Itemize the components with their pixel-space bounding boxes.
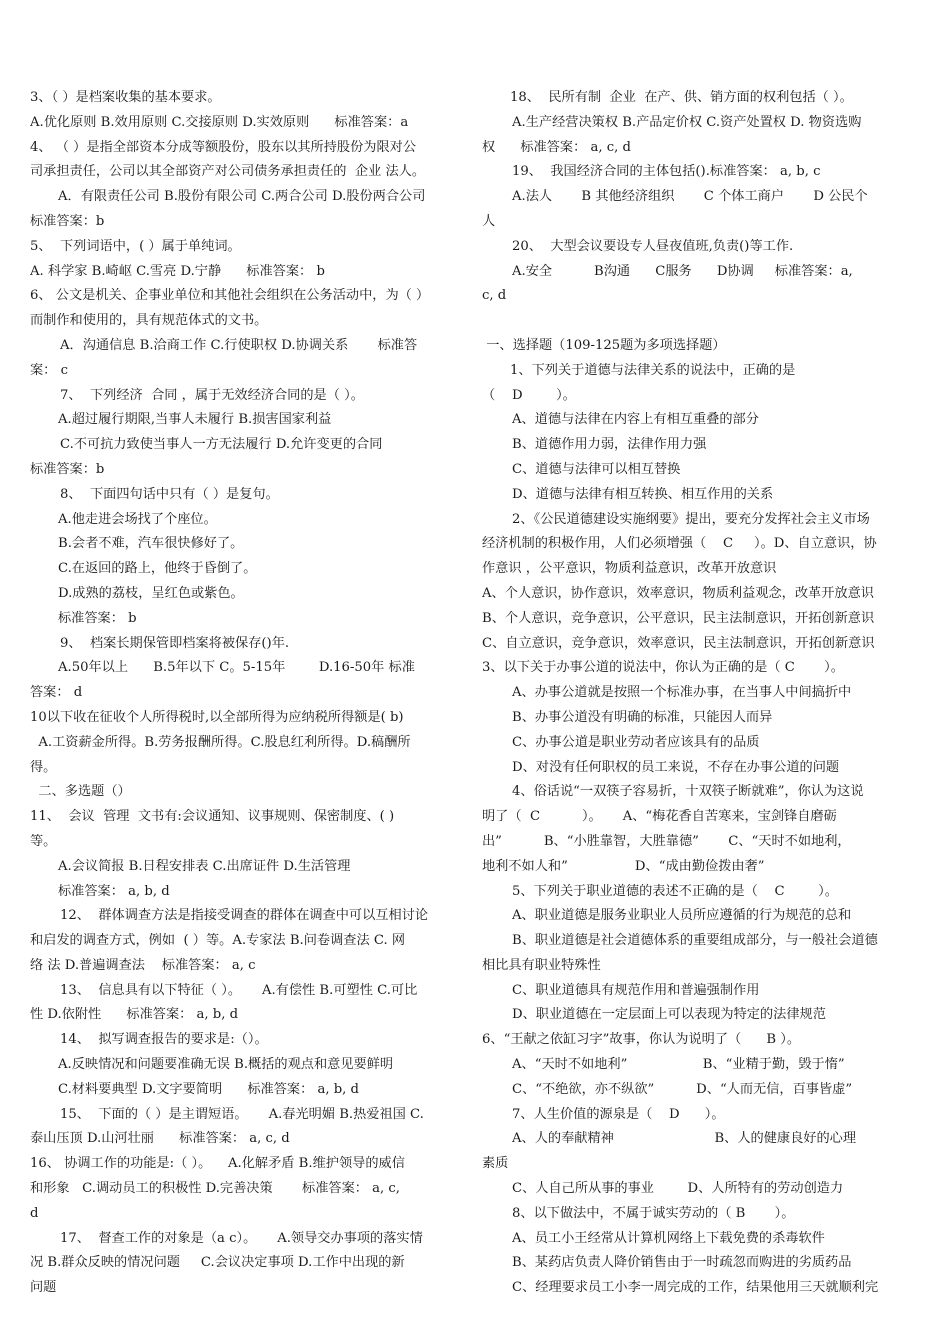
left-text-line: A.50年以上 B.5年以下 C。5-15年 D.16-50年 标准 <box>58 660 415 676</box>
left-text-line: 二、多选题（） <box>30 784 131 800</box>
right-text-line: 8、以下做法中，不属于诚实劳动的（ B ）。 <box>512 1205 795 1221</box>
right-text-line: 地利不如人和” D、“成由勤俭拨由奢” <box>482 858 765 874</box>
left-text-line: 13、 信息具有以下特征（ ）。 A.有偿性 B.可塑性 C.可比 <box>60 982 418 998</box>
left-text-line: C.在返回的路上，他终于昏倒了。 <box>58 561 257 577</box>
right-text-line: 出” B、“小胜靠智，大胜靠德” C、“天时不如地利， <box>482 833 851 849</box>
right-text-line: B、职业道德是社会道德体系的重要组成部分，与一般社会道德 <box>512 933 878 949</box>
right-column <box>482 86 907 1301</box>
left-text-line: 司承担责任，公司以其全部资产对公司债务承担责任的 企业 法人。 <box>30 164 426 180</box>
left-text-line: 问题 <box>30 1280 57 1296</box>
right-text-line: 经济机制的积极作用，人们必须增强（ C ）。D、自立意识，协 <box>482 536 877 552</box>
left-text-line: 标准答案：b <box>30 213 105 229</box>
right-text-line: C、经理要求员工小李一周完成的工作，结果他用三天就顺利完 <box>512 1280 879 1296</box>
left-text-line: A．有限责任公司 B.股份有限公司 C.两合公司 D.股份两合公司 <box>58 189 426 205</box>
left-text-line: 11、 会议 管理 文书有:会议通知、议事规则、保密制度、( ) <box>30 809 395 825</box>
right-text-line: A、道德与法律在内容上有相互重叠的部分 <box>512 412 759 428</box>
left-text-line: 况 B.群众反映的情况问题 C.会议决定事项 D.工作中出现的新 <box>30 1255 405 1271</box>
left-text-line: B.会者不难，汽车很快修好了。 <box>58 536 244 552</box>
right-text-line: A、办事公道就是按照一个标准办事，在当事人中间搞折中 <box>512 685 852 701</box>
left-text-line: 5、 下列词语中，( ）属于单纯词。 <box>30 238 241 254</box>
left-text-line: 6、 公文是机关、企事业单位和其他社会组织在公务活动中，为（ ） <box>30 288 430 304</box>
left-text-line: 和启发的调查方式，例如 ( ）等。A.专家法 B.问卷调查法 C. 网 <box>30 933 406 949</box>
right-text-line: C、职业道德具有规范作用和普遍强制作用 <box>512 982 760 998</box>
right-text-line: D、道德与法律有相互转换、相互作用的关系 <box>512 486 774 502</box>
right-text-line: C、道德与法律可以相互替换 <box>512 461 681 477</box>
right-text-line: 18、 民所有制 企业 在产、供、销方面的权利包括（ ）。 <box>510 90 853 105</box>
left-text-line: d <box>30 1205 39 1221</box>
left-text-line: 16、 协调工作的功能是:（ ）。 A.化解矛盾 B.维护领导的威信 <box>30 1156 405 1172</box>
right-text-line: 明了（ C ）。 A、“梅花香自苦寒来，宝剑锋自磨砺 <box>482 809 837 825</box>
right-text-line: A.生产经营决策权 B.产品定价权 C.资产处置权 D. 物资选购 <box>512 114 862 130</box>
left-text-line: A.工资薪金所得。B.劳务报酬所得。C.股息红利所得。D.稿酬所 <box>30 734 411 750</box>
right-text-line: D、对没有任何职权的员工来说，不存在办事公道的问题 <box>512 759 840 775</box>
left-text-line: A．沟通信息 B.洽商工作 C.行使职权 D.协调关系 标准答 <box>60 337 418 353</box>
left-text-line: 案： c <box>30 362 68 378</box>
left-text-line: 络 法 D.普遍调查法 标准答案： a, c <box>30 957 256 973</box>
right-text-line: A、人的奉献精神 B、人的健康良好的心理 <box>512 1131 857 1147</box>
right-text-line: 1、下列关于道德与法律关系的说法中，正确的是 <box>510 362 796 378</box>
right-text-line: 作意识 ，公平意识，物质利益意识，改革开放意识 <box>482 561 777 577</box>
left-text-line: 标准答案： a, b, d <box>58 883 170 899</box>
right-text-line: A、“天时不如地利” B、“业精于勤，毁于惰” <box>512 1057 845 1073</box>
right-text-line: C、办事公道是职业劳动者应该具有的品质 <box>512 734 760 750</box>
left-text-line: A.超过履行期限,当事人未履行 B.损害国家利益 <box>58 412 332 428</box>
left-text-line: 答案： d <box>30 685 83 701</box>
left-text-line: A.优化原则 B.效用原则 C.交接原则 D.实效原则 标准答案：a <box>30 114 409 130</box>
right-text-line: （ D ）。 <box>482 387 576 403</box>
left-text-line: C.不可抗力致使当事人一方无法履行 D.允许变更的合同 <box>60 437 383 453</box>
right-text-line: c, d <box>482 288 507 304</box>
right-text-line: 6、“王献之依缸习字”故事，你认为说明了（ B ）。 <box>482 1032 801 1048</box>
left-text-line: 14、 拟写调查报告的要求是:（）。 <box>60 1032 268 1048</box>
left-text-line: 标准答案：b <box>30 461 105 477</box>
left-text-line: 17、 督查工作的对象是（a c）。 A.领导交办事项的落实情 <box>60 1230 423 1246</box>
left-text-line: A.会议简报 B.日程安排表 C.出席证件 D.生活管理 <box>58 858 351 874</box>
left-column <box>30 86 450 1301</box>
left-text-line: 得。 <box>30 759 57 775</box>
right-text-line: B、道德作用力弱，法律作用力强 <box>512 437 707 453</box>
left-text-line: 标准答案： b <box>58 610 137 626</box>
right-text-line: 权 标准答案： a, c, d <box>482 139 631 155</box>
left-text-line: 7、 下列经济 合同 ，属于无效经济合同的是（ ）。 <box>60 387 364 403</box>
right-text-line: 19、 我国经济合同的主体包括().标准答案： a, b, c <box>512 164 821 180</box>
right-text-line: C、“不绝欲，亦不纵欲” D、“人而无信，百事皆虚” <box>512 1081 853 1097</box>
right-text-line: 5、下列关于职业道德的表述不正确的是（ C ）。 <box>512 883 838 899</box>
left-text-line: 10以下收在征收个人所得税时,以全部所得为应纳税所得额是( b) <box>30 709 404 725</box>
right-text-line: 素质 <box>482 1156 509 1172</box>
right-text-line: A、职业道德是服务业职业人员所应遵循的行为规范的总和 <box>512 908 852 924</box>
right-text-line: 相比具有职业特殊性 <box>482 957 601 973</box>
left-text-line: 和形象 C.调动员工的积极性 D.完善决策 标准答案： a, c, <box>30 1181 400 1197</box>
right-text-line: B、某药店负责人降价销售由于一时疏忽而购进的劣质药品 <box>512 1255 852 1271</box>
right-text-line: A、员工小王经常从计算机网络上下载免费的杀毒软件 <box>512 1230 825 1246</box>
left-text-line: 15、 下面的（ ）是主谓短语。 A.春光明媚 B.热爱祖国 C. <box>60 1106 424 1122</box>
left-text-line: 而制作和使用的，具有规范体式的文书。 <box>30 313 268 329</box>
right-text-line <box>482 309 907 334</box>
right-text-line: A.安全 B沟通 C服务 D协调 标准答案：a, <box>512 263 853 279</box>
right-text-line: C、人自己所从事的事业 D、人所特有的劳动创造力 <box>512 1181 844 1197</box>
left-text-line: A. 科学家 B.崎岖 C.雪亮 D.宁静 标准答案： b <box>30 263 325 279</box>
right-text-line: B、个人意识，竞争意识，公平意识，民主法制意识，开拓创新意识 <box>482 610 875 626</box>
right-text-line: 3、以下关于办事公道的说法中，你认为正确的是（ C ）。 <box>482 660 844 676</box>
left-text-line: 4、 （ ）是指全部资本分成等额股份，股东以其所持股份为限对公 <box>30 139 417 155</box>
right-text-line: 20、 大型会议要设专人昼夜值班,负责()等工作. <box>512 238 794 254</box>
right-text-line: B、办事公道没有明确的标准，只能因人而异 <box>512 709 773 725</box>
right-text-line: A.法人 B 其他经济组织 C 个体工商户 D 公民个 <box>512 189 868 205</box>
left-text-line: A.他走进会场找了个座位。 <box>58 511 217 527</box>
right-text-line: C、自立意识，竞争意识，效率意识，民主法制意识，开拓创新意识 <box>482 635 875 651</box>
left-text-line: 性 D.依附性 标准答案： a, b, d <box>30 1007 239 1023</box>
left-text-line: 12、 群体调查方法是指接受调查的群体在调查中可以互相讨论 <box>60 908 429 924</box>
right-text-line: 7、人生价值的源泉是（ D ）。 <box>512 1106 725 1122</box>
right-text-line: A、个人意识，协作意识，效率意识，物质利益观念，改革开放意识 <box>482 585 874 601</box>
left-text-line: 3、（ ）是档案收集的基本要求。 <box>30 90 221 105</box>
left-text-line: C.材料要典型 D.文字要简明 标准答案： a, b, d <box>58 1081 359 1097</box>
right-text-line: 一、选择题（109-125题为多项选择题） <box>482 337 726 353</box>
left-text-line: 8、 下面四句话中只有（ ）是复句。 <box>60 486 279 502</box>
left-text-line: D.成熟的荔枝，呈红色或紫色。 <box>58 585 244 601</box>
left-text-line: 等。 <box>30 833 57 849</box>
right-text-line: 人 <box>482 213 496 229</box>
left-text-line: 泰山压顶 D.山河壮丽 标准答案： a, c, d <box>30 1131 290 1147</box>
right-text-line: 2、《公民道德建设实施纲要》提出，要充分发挥社会主义市场 <box>512 511 870 527</box>
left-text-line: A.反映情况和问题要准确无误 B.概括的观点和意见要鲜明 <box>58 1057 394 1073</box>
right-text-line: D、职业道德在一定层面上可以表现为特定的法律规范 <box>512 1007 826 1023</box>
right-text-line: 4、俗话说“一双筷子容易折，十双筷子断就难”，你认为这说 <box>512 784 864 800</box>
left-text-line: 9、 档案长期保管即档案将被保存()年. <box>60 635 290 651</box>
